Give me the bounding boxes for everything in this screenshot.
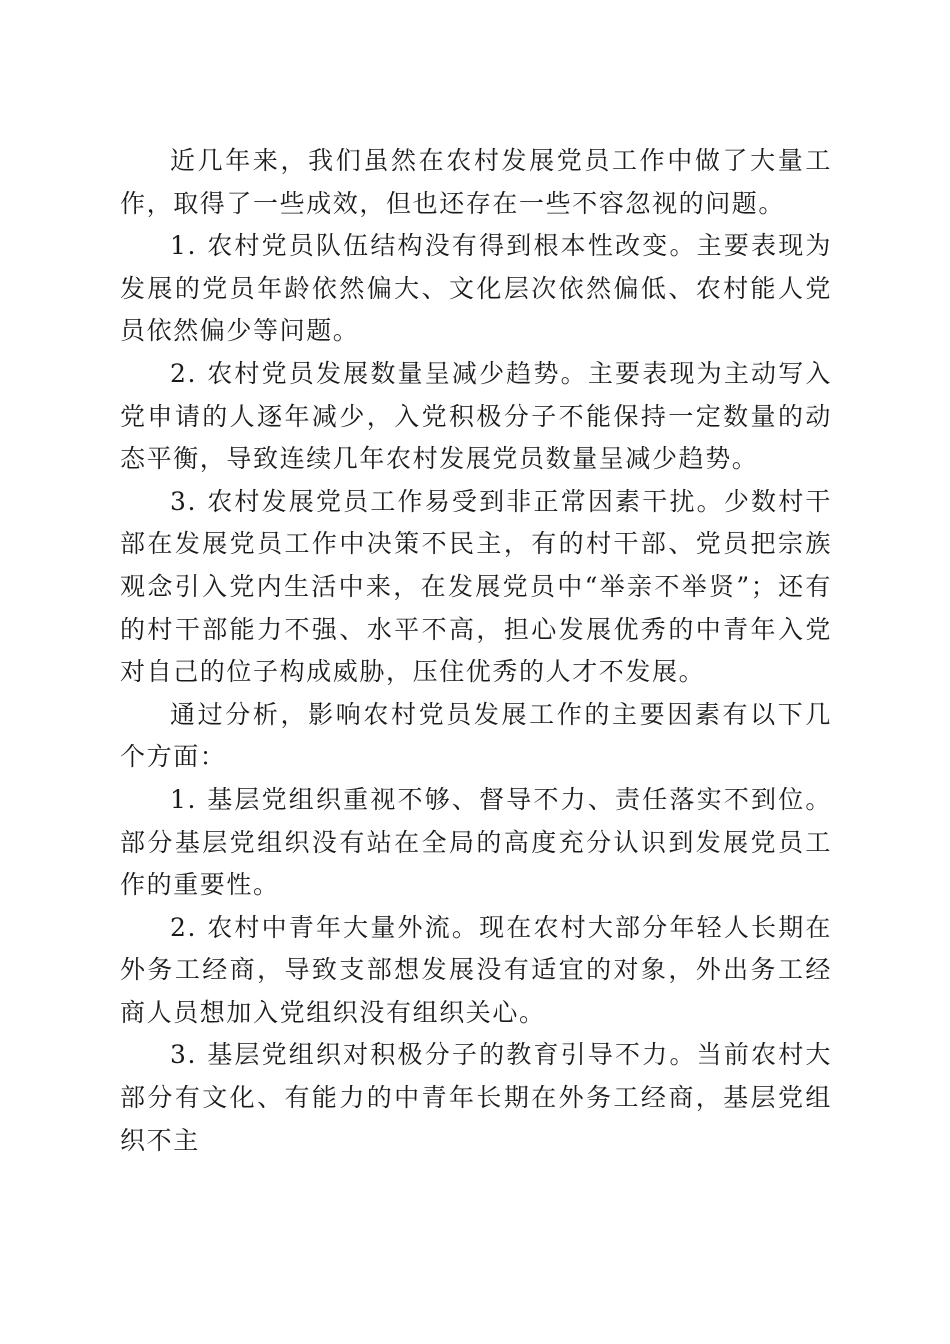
paragraph-problem-1: 1. 农村党员队伍结构没有得到根本性改变。主要表现为发展的党员年龄依然偏大、文化层次依然偏低、农村能人党员依然偏少等问题。 xyxy=(120,231,832,346)
document-page xyxy=(120,140,832,1162)
paragraph-problem-3: 3. 农村发展党员工作易受到非正常因素干扰。少数村干部在发展党员工作中决策不民主，有的村干部、党员把宗族观念引入党内生活中来，在发展党员中“举亲不举贤”；还有的村干部能力不强、水平不高，担心发展优秀的中青年入党对自己的位子构成威胁，压住优秀的人才不发展。 xyxy=(120,486,832,687)
paragraph-factor-1: 1. 基层党组织重视不够、督导不力、责任落实不到位。部分基层党组织没有站在全局的高度充分认识到发展党员工作的重要性。 xyxy=(120,784,832,900)
paragraph-factor-3: 3. 基层党组织对积极分子的教育引导不力。当前农村大部分有文化、有能力的中青年长期在外务工经商，基层党组织不主 xyxy=(120,1040,832,1155)
paragraph-analysis-intro: 通过分析，影响农村党员发展工作的主要因素有以下几个方面： xyxy=(120,699,832,772)
paragraph-intro: 近几年来，我们虽然在农村发展党员工作中做了大量工作，取得了一些成效，但也还存在一些不容忽视的问题。 xyxy=(120,146,832,218)
paragraph-factor-2: 2. 农村中青年大量外流。现在农村大部分年轻人长期在外务工经商，导致支部想发展没有适宜的对象，外出务工经商人员想加入党组织没有组织关心。 xyxy=(120,912,832,1027)
paragraph-problem-2: 2. 农村党员发展数量呈减少趋势。主要表现为主动写入党申请的人逐年减少，入党积极分子不能保持一定数量的动态平衡，导致连续几年农村发展党员数量呈减少趋势。 xyxy=(120,358,832,474)
